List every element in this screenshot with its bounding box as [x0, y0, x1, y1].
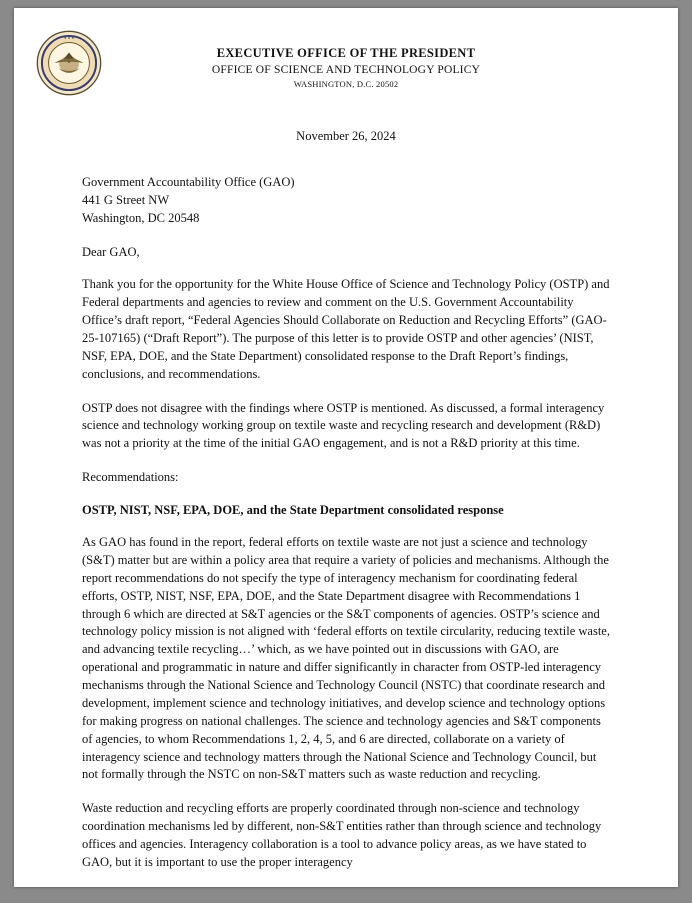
recommendations-label: Recommendations: [82, 470, 179, 485]
document-body [14, 8, 678, 887]
letterhead-line-2: OFFICE OF SCIENCE AND TECHNOLOGY POLICY [211, 64, 481, 76]
address-line-3: Washington, DC 20548 [82, 210, 200, 225]
consolidated-response-heading: OSTP, NIST, NSF, EPA, DOE, and the State Department consolidated response [82, 503, 504, 517]
presidential-seal-icon [36, 30, 102, 96]
salutation: Dear GAO, [82, 245, 140, 260]
paragraph-1: Thank you for the opportunity for the White House Office of Science and Technology Policy (OSTP) and Federal departments and agencies to review and comment on the U.S. Government Accountability Office’s draft report, “Federal Agencies Should Collaborate on Reduction and Recycling Efforts” (GAO-25-107165) (“Draft Report”). The purpose of this letter is to provide OSTP and other agencies’ (NIST, NSF, EPA, DOE, and the State Department) consolidated response to the Draft Report’s findings, conclusions, and recommendations. [82, 277, 610, 381]
svg-text:★ ★ ★: ★ ★ ★ [63, 36, 75, 41]
paragraph-2: OSTP does not disagree with the findings where OSTP is mentioned. As discussed, a formal interagency science and technology working group on textile waste and recycling research and development (R&D) was not a priority at the time of the initial GAO engagement, and is not a R&D priority at this time. [82, 400, 605, 451]
address-line-2: 441 G Street NW [82, 192, 170, 207]
recipient-address [82, 174, 610, 227]
paragraph-3: As GAO has found in the report, federal efforts on textile waste are not just a science and technology (S&T) matter but are within a policy area that require a variety of policies and mechanisms. Although the report recommendations do not specify the type of interagency mechanism for coordinating federal efforts, OSTP, NIST, NSF, EPA, DOE, and the State Department disagree with Recommendations 1 through 6 which are directed at S&T agencies or the S&T components of agencies. OSTP’s science and technology policy mission is not aligned with ‘federal efforts on textile circularity, reducing textile waste, and advancing textile recycling…’ which, as we have pointed out in discussions with GAO, are operational and programmatic in nature and differ significantly in character from OSTP-led interagency mechanisms through the National Science and Technology Council (NSTC) that coordinate research and development, implement science and technology initiatives, and develop science and technology options for making progress on national challenges. The science and technology agencies and S&T components of agencies, to whom Recommendations 1, 2, 4, 5, and 6 are directed, collaborate on a variety of interagency science and technology matters through the National Science and Technology Council, but not formally through the NSTC on non-S&T matters such as waste reduction and recycling. [82, 535, 610, 782]
letter-date: November 26, 2024 [296, 129, 396, 143]
document-page [14, 8, 678, 887]
paragraph-4: Waste reduction and recycling efforts are properly coordinated through non-science and technology coordination mechanisms led by different, non-S&T entities rather than through science and technology offices and agencies. Interagency collaboration is a tool to advance policy areas, as we have stated to GAO, but it is important to use the proper interagency [82, 801, 602, 869]
address-line-1: Government Accountability Office (GAO) [82, 175, 295, 189]
letterhead-line-3: WASHINGTON, D.C. 20502 [293, 79, 399, 89]
letterhead-line-1: EXECUTIVE OFFICE OF THE PRESIDENT [216, 46, 476, 60]
letterhead [82, 46, 610, 89]
